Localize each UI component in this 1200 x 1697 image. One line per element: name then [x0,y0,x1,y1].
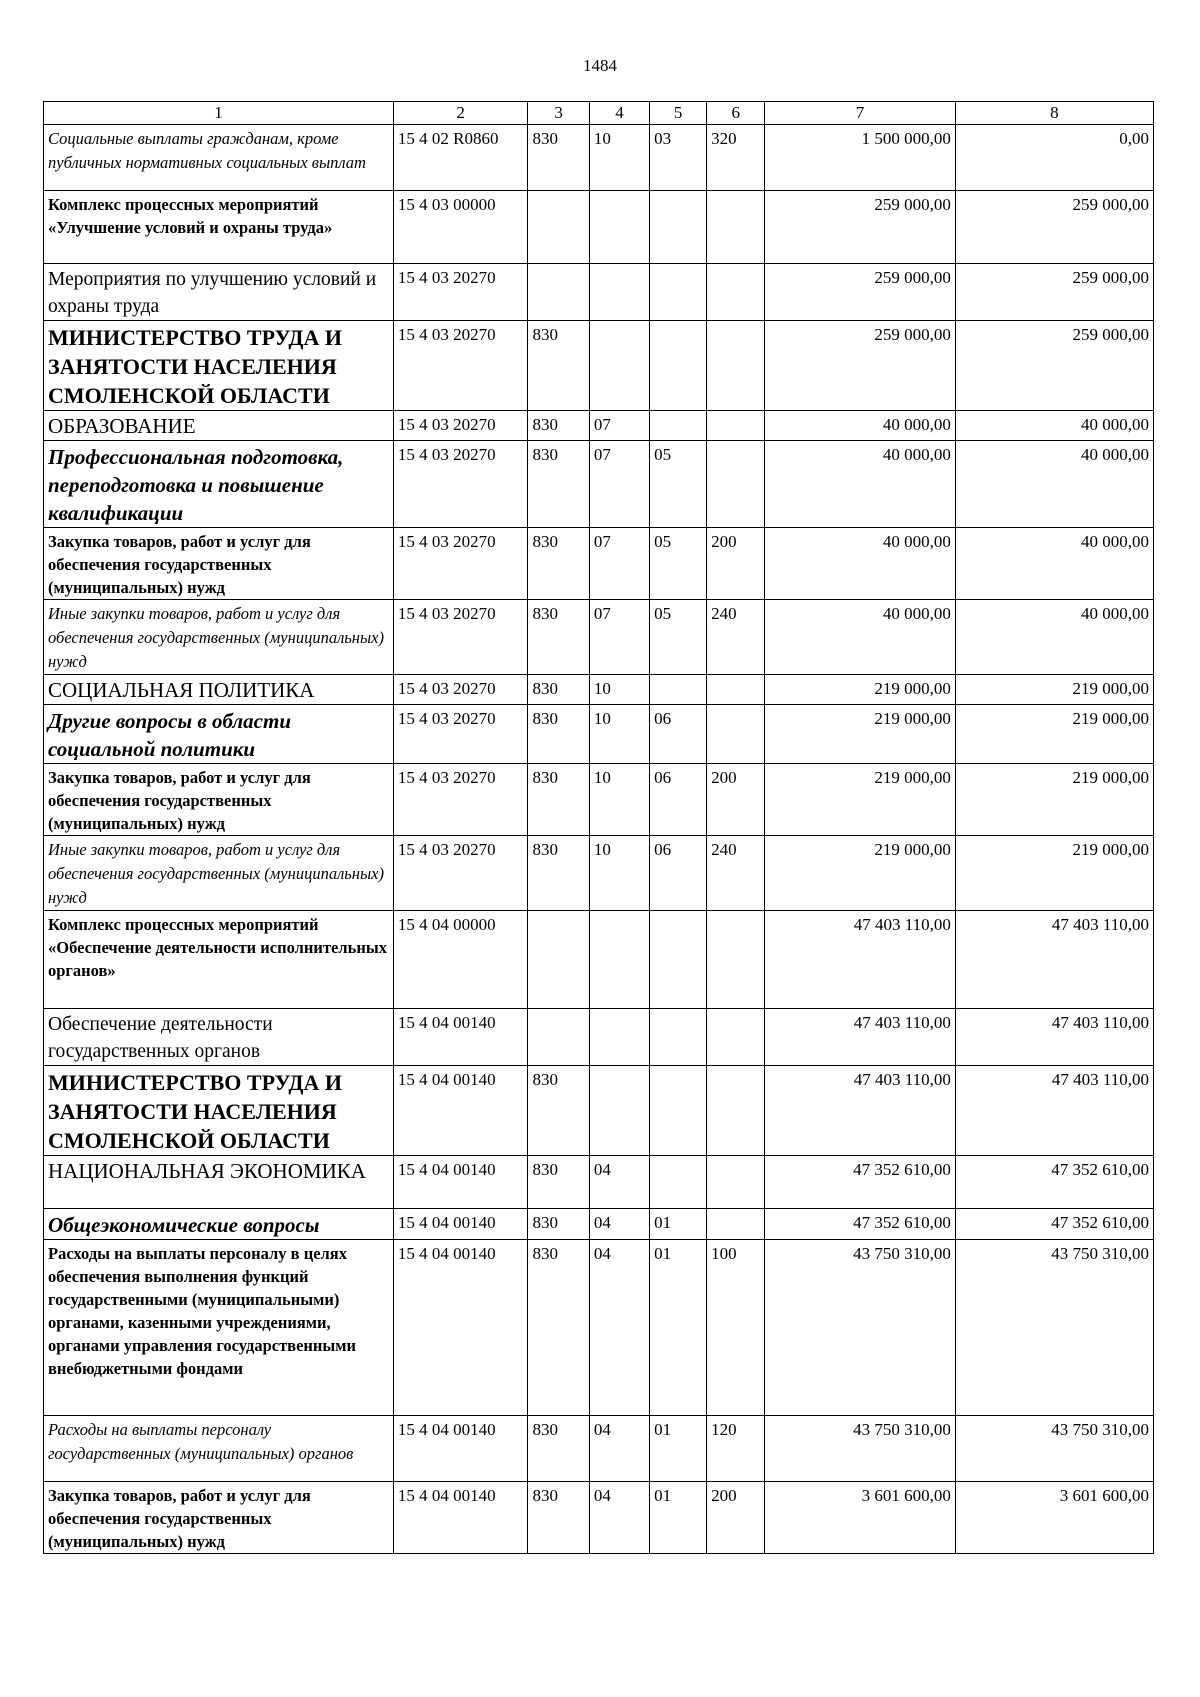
row-cell-code: 15 4 04 00140 [393,1066,528,1156]
row-cell-c5: 06 [650,836,707,911]
row-cell-c3: 830 [528,836,589,911]
table-row [44,264,1154,321]
row-description: Иные закупки товаров, работ и услуг для обеспечения государственных (муниципальных) нужд [44,836,394,911]
row-description: МИНИСТЕРСТВО ТРУДА И ЗАНЯТОСТИ НАСЕЛЕНИЯ СМОЛЕНСКОЙ ОБЛАСТИ [44,321,394,411]
row-cell-c4: 07 [589,411,649,441]
row-cell-c3 [528,1009,589,1066]
row-cell-c6 [707,1209,765,1240]
row-cell-c4: 07 [589,528,649,600]
row-cell-c6 [707,911,765,1009]
row-cell-c4 [589,1009,649,1066]
row-cell-c3: 830 [528,1066,589,1156]
table-row [44,764,1154,836]
row-cell-c5: 01 [650,1209,707,1240]
row-cell-code: 15 4 04 00000 [393,911,528,1009]
row-cell-c3: 830 [528,441,589,528]
row-cell-c7: 47 403 110,00 [765,1009,956,1066]
row-description: Закупка товаров, работ и услуг для обеспечения государственных (муниципальных) нужд [44,1482,394,1554]
row-cell-c3: 830 [528,125,589,191]
table-row [44,411,1154,441]
row-cell-c6 [707,321,765,411]
row-cell-c4: 04 [589,1209,649,1240]
row-cell-c4: 04 [589,1240,649,1416]
row-cell-c4: 10 [589,125,649,191]
row-cell-c4: 10 [589,675,649,705]
table-row [44,441,1154,528]
row-cell-c7: 47 403 110,00 [765,911,956,1009]
row-cell-c6 [707,1009,765,1066]
row-cell-c7: 43 750 310,00 [765,1240,956,1416]
row-cell-c6 [707,705,765,764]
row-description: Комплекс процессных мероприятий «Обеспечение деятельности исполнительных органов» [44,911,394,1009]
table-row [44,1066,1154,1156]
row-cell-c6 [707,1156,765,1209]
row-cell-c8: 40 000,00 [955,441,1153,528]
row-cell-c5 [650,321,707,411]
header-col-5: 5 [650,102,707,125]
row-cell-c4: 04 [589,1156,649,1209]
row-cell-c3 [528,191,589,264]
row-cell-c7: 47 352 610,00 [765,1156,956,1209]
row-cell-c3: 830 [528,1209,589,1240]
row-cell-c7: 47 403 110,00 [765,1066,956,1156]
row-cell-code: 15 4 04 00140 [393,1009,528,1066]
row-cell-c8: 259 000,00 [955,321,1153,411]
row-cell-c5 [650,191,707,264]
header-col-1: 1 [44,102,394,125]
row-cell-c8: 47 352 610,00 [955,1209,1153,1240]
row-cell-c8: 47 403 110,00 [955,1009,1153,1066]
row-cell-c3: 830 [528,528,589,600]
table-row [44,1416,1154,1482]
table-row [44,675,1154,705]
row-cell-c7: 40 000,00 [765,411,956,441]
row-cell-c5 [650,264,707,321]
row-cell-c3: 830 [528,1156,589,1209]
row-cell-code: 15 4 03 20270 [393,836,528,911]
row-cell-c7: 259 000,00 [765,321,956,411]
row-cell-c6 [707,264,765,321]
table-row [44,1009,1154,1066]
row-cell-c5: 06 [650,705,707,764]
row-cell-c4: 10 [589,836,649,911]
row-cell-c7: 219 000,00 [765,705,956,764]
row-cell-c7: 47 352 610,00 [765,1209,956,1240]
row-cell-c7: 40 000,00 [765,441,956,528]
row-cell-c3: 830 [528,411,589,441]
row-cell-c5: 05 [650,528,707,600]
row-description: Расходы на выплаты персоналу в целях обеспечения выполнения функций государственными (муниципальными) органами, казенными учреждениями, органами управления государственными внебюджетными фондами [44,1240,394,1416]
row-cell-c3: 830 [528,675,589,705]
row-cell-c7: 1 500 000,00 [765,125,956,191]
row-description: ОБРАЗОВАНИЕ [44,411,394,441]
row-cell-code: 15 4 03 20270 [393,675,528,705]
table-header-row [44,102,1154,125]
row-cell-c4: 04 [589,1482,649,1554]
row-cell-c5: 01 [650,1416,707,1482]
row-cell-c8: 259 000,00 [955,264,1153,321]
row-description: Мероприятия по улучшению условий и охраны труда [44,264,394,321]
row-cell-c8: 40 000,00 [955,600,1153,675]
row-cell-c8: 43 750 310,00 [955,1240,1153,1416]
row-cell-c8: 47 352 610,00 [955,1156,1153,1209]
row-cell-c8: 47 403 110,00 [955,1066,1153,1156]
row-cell-c6: 100 [707,1240,765,1416]
row-cell-code: 15 4 03 00000 [393,191,528,264]
table-row [44,321,1154,411]
row-cell-c5: 06 [650,764,707,836]
table-row [44,705,1154,764]
row-cell-c3: 830 [528,1240,589,1416]
row-cell-c4 [589,911,649,1009]
row-cell-c7: 219 000,00 [765,764,956,836]
row-cell-c5: 03 [650,125,707,191]
row-cell-code: 15 4 04 00140 [393,1240,528,1416]
row-description: Иные закупки товаров, работ и услуг для обеспечения государственных (муниципальных) нужд [44,600,394,675]
row-cell-c4 [589,264,649,321]
row-cell-c7: 43 750 310,00 [765,1416,956,1482]
row-cell-c5 [650,911,707,1009]
table-row [44,1209,1154,1240]
row-cell-c5: 05 [650,600,707,675]
table-row [44,1240,1154,1416]
row-cell-c7: 40 000,00 [765,528,956,600]
row-description: Расходы на выплаты персоналу государственных (муниципальных) органов [44,1416,394,1482]
row-cell-c3: 830 [528,321,589,411]
header-col-3: 3 [528,102,589,125]
row-cell-c6: 240 [707,600,765,675]
row-cell-c5 [650,675,707,705]
row-description: СОЦИАЛЬНАЯ ПОЛИТИКА [44,675,394,705]
table-row [44,191,1154,264]
row-cell-c5: 05 [650,441,707,528]
row-cell-c3 [528,264,589,321]
row-cell-c8: 219 000,00 [955,675,1153,705]
row-cell-c8: 40 000,00 [955,528,1153,600]
row-cell-c8: 40 000,00 [955,411,1153,441]
row-cell-c3 [528,911,589,1009]
row-cell-c8: 219 000,00 [955,705,1153,764]
row-cell-c3: 830 [528,600,589,675]
row-cell-c6: 120 [707,1416,765,1482]
row-cell-code: 15 4 04 00140 [393,1482,528,1554]
row-cell-c8: 43 750 310,00 [955,1416,1153,1482]
table-row [44,836,1154,911]
row-cell-c6 [707,441,765,528]
row-cell-c5 [650,411,707,441]
row-cell-code: 15 4 02 R0860 [393,125,528,191]
row-cell-c4: 10 [589,764,649,836]
row-cell-c7: 259 000,00 [765,191,956,264]
row-cell-code: 15 4 04 00140 [393,1156,528,1209]
row-cell-c8: 3 601 600,00 [955,1482,1153,1554]
header-col-7: 7 [765,102,956,125]
row-cell-c3: 830 [528,1416,589,1482]
header-col-2: 2 [393,102,528,125]
row-cell-code: 15 4 04 00140 [393,1416,528,1482]
row-cell-c7: 40 000,00 [765,600,956,675]
row-description: МИНИСТЕРСТВО ТРУДА И ЗАНЯТОСТИ НАСЕЛЕНИЯ СМОЛЕНСКОЙ ОБЛАСТИ [44,1066,394,1156]
row-cell-code: 15 4 03 20270 [393,264,528,321]
row-cell-c6: 240 [707,836,765,911]
row-cell-c5: 01 [650,1240,707,1416]
row-description: Профессиональная подготовка, переподготовка и повышение квалификации [44,441,394,528]
budget-table [43,101,1154,1554]
row-description: Закупка товаров, работ и услуг для обеспечения государственных (муниципальных) нужд [44,764,394,836]
row-cell-c6: 320 [707,125,765,191]
row-cell-c6: 200 [707,1482,765,1554]
table-row [44,125,1154,191]
table-row [44,911,1154,1009]
row-cell-c4 [589,321,649,411]
table-row [44,1156,1154,1209]
row-cell-c6 [707,1066,765,1156]
row-cell-c4 [589,1066,649,1156]
row-cell-c3: 830 [528,764,589,836]
row-description: Комплекс процессных мероприятий «Улучшение условий и охраны труда» [44,191,394,264]
row-cell-code: 15 4 03 20270 [393,321,528,411]
row-cell-code: 15 4 03 20270 [393,600,528,675]
row-cell-c5 [650,1066,707,1156]
row-cell-c8: 259 000,00 [955,191,1153,264]
row-cell-c5 [650,1156,707,1209]
row-cell-c7: 219 000,00 [765,675,956,705]
row-cell-c3: 830 [528,705,589,764]
table-row [44,528,1154,600]
table-body [44,125,1154,1554]
row-cell-c3: 830 [528,1482,589,1554]
header-col-6: 6 [707,102,765,125]
row-cell-c4: 04 [589,1416,649,1482]
row-cell-c7: 3 601 600,00 [765,1482,956,1554]
row-cell-c5: 01 [650,1482,707,1554]
row-description: Обеспечение деятельности государственных органов [44,1009,394,1066]
row-description: Другие вопросы в области социальной политики [44,705,394,764]
row-cell-c6 [707,191,765,264]
row-cell-c6 [707,675,765,705]
row-cell-c4: 07 [589,600,649,675]
row-cell-c6: 200 [707,528,765,600]
row-cell-code: 15 4 03 20270 [393,441,528,528]
row-cell-c4 [589,191,649,264]
row-cell-c7: 259 000,00 [765,264,956,321]
row-description: Закупка товаров, работ и услуг для обеспечения государственных (муниципальных) нужд [44,528,394,600]
row-cell-code: 15 4 03 20270 [393,528,528,600]
row-cell-code: 15 4 03 20270 [393,411,528,441]
row-cell-code: 15 4 04 00140 [393,1209,528,1240]
row-cell-c7: 219 000,00 [765,836,956,911]
page-number: 1484 [583,56,617,75]
header-col-8: 8 [955,102,1153,125]
table-row [44,1482,1154,1554]
row-description: Общеэкономические вопросы [44,1209,394,1240]
row-cell-c8: 219 000,00 [955,836,1153,911]
row-cell-c4: 07 [589,441,649,528]
row-cell-code: 15 4 03 20270 [393,764,528,836]
row-description: НАЦИОНАЛЬНАЯ ЭКОНОМИКА [44,1156,394,1209]
row-cell-c4: 10 [589,705,649,764]
row-cell-c8: 0,00 [955,125,1153,191]
row-cell-c8: 219 000,00 [955,764,1153,836]
row-cell-c5 [650,1009,707,1066]
row-cell-code: 15 4 03 20270 [393,705,528,764]
row-description: Социальные выплаты гражданам, кроме публичных нормативных социальных выплат [44,125,394,191]
header-col-4: 4 [589,102,649,125]
row-cell-c6: 200 [707,764,765,836]
row-cell-c8: 47 403 110,00 [955,911,1153,1009]
table-row [44,600,1154,675]
row-cell-c6 [707,411,765,441]
